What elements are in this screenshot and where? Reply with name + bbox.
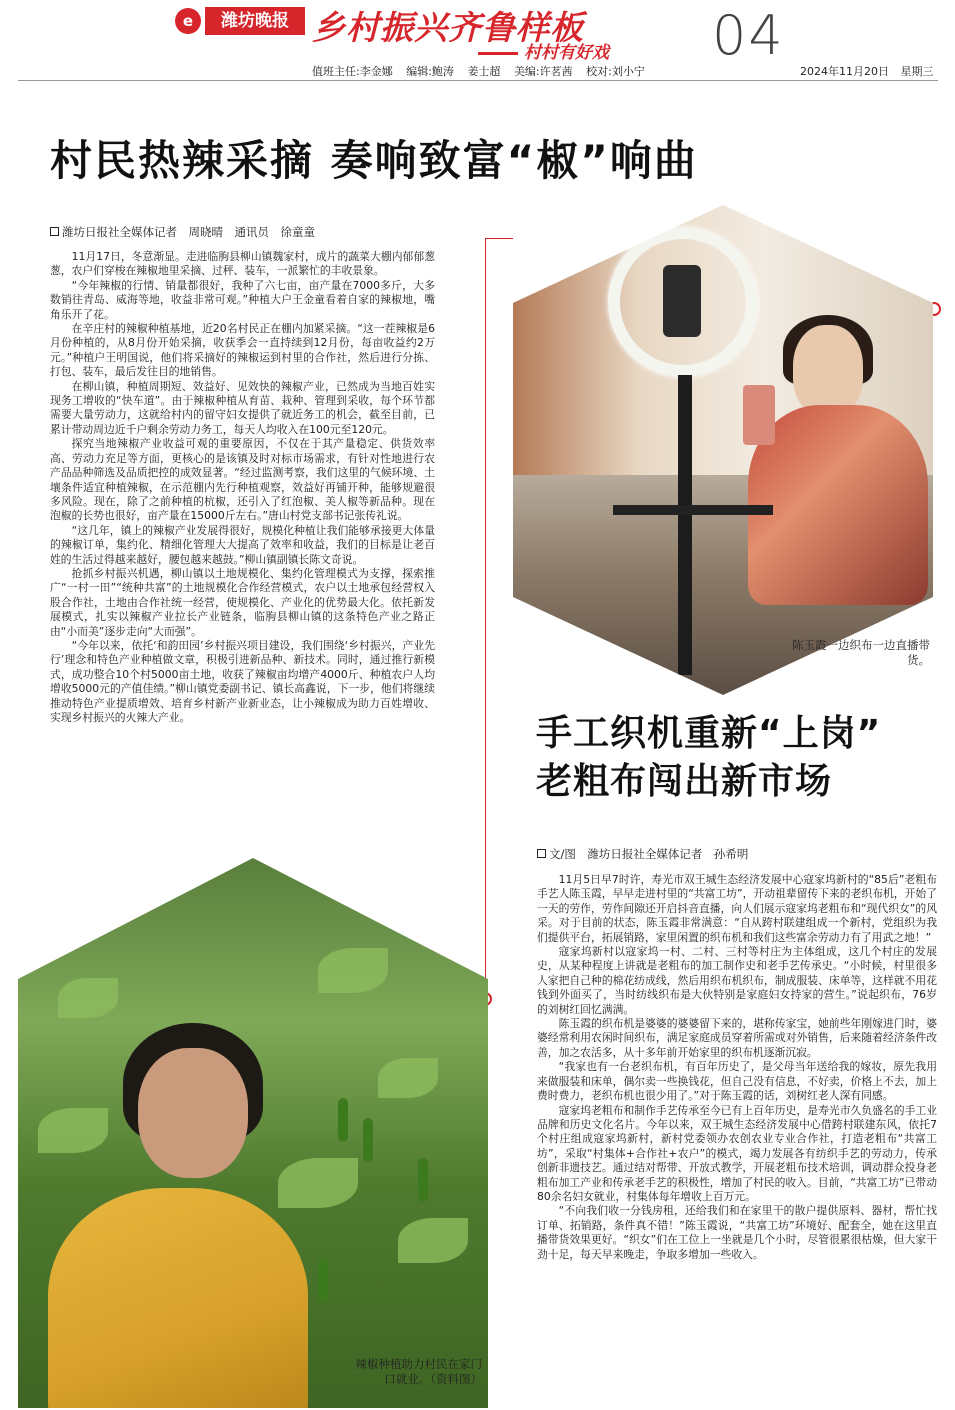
story1-body: [50, 250, 435, 725]
masthead: [0, 0, 955, 90]
dateline: [800, 63, 942, 79]
pepper-picking-photo: [18, 858, 488, 1408]
issue-weekday: 星期三: [900, 65, 934, 78]
editor-credit: 美编:许茗茜: [513, 65, 573, 78]
story2-paragraph: 寇家坞新村以寇家坞一村、二村、三村等村庄为主体组成，这几个村庄的发展史，从某种程度上讲就是老粗布的加工制作史和老手艺传承史。“小时候，村里很多人家把自己种的棉花纺成线，然后用织布机织布，制成服装、床单等，这样就不用花钱到外面买了，当时纺线织布是大伙特别是家庭妇女持家的营生。”说起织布，76岁的刘树红回忆满满。: [537, 945, 937, 1016]
story1-headline: 村民热辣采摘 奏响致富“椒”响曲: [50, 136, 698, 185]
story2-body: [537, 873, 937, 1262]
story1-paragraph: 在辛庄村的辣椒种植基地，近20名村民正在棚内加紧采摘。“这一茬辣椒是6月份种植的，从8月份开始采摘，收获季会一直持续到12月份，每亩收益约2万元。”种植户王明国说，他们将采摘好的辣椒运到村里的合作社，然后进行分拣、打包、装车，最后发往目的地销售。: [50, 322, 435, 379]
story1-photo-caption: 辣椒种植助力村民在家门口就业。（资料图）: [355, 1357, 482, 1386]
section-title: 乡村振兴齐鲁样板: [312, 8, 584, 47]
section-subtitle: 村村有好戏: [478, 38, 609, 63]
newspaper-name: 潍坊晚报: [205, 7, 305, 35]
story2-paragraph: 11月5日早7时许，寿光市双王城生态经济发展中心寇家坞新村的“85后”老粗布手艺人陈玉霞，早早走进村里的“共富工坊”，开动祖辈留传下来的老织布机，开始了一天的劳作，劳作间隙还开启抖音直播，向人们展示寇家坞老粗布和“现代织女”的风采。对于目前的状态，陈玉霞非常满意：“自从跨村联建组成一个新村，党组织为我们提供平台，拓展销路，家里闲置的织布机和我们这些富余劳动力有了用武之地！”: [537, 873, 937, 944]
page-number: 04: [712, 4, 785, 67]
issue-date: 2024年11月20日: [800, 65, 889, 78]
weaving-livestream-photo: [513, 205, 933, 695]
story2-photo-caption: 陈玉霞一边织布一边直播带货。: [792, 638, 930, 667]
editor-credit: 校对:刘小宁: [586, 65, 645, 78]
story1-paragraph: “今年以来，依托‘和韵田园’乡村振兴项目建设，我们围绕‘乡村振兴，产业先行’理念和特色产业种植做文章，积极引进新品种、新技术。同时，通过推行新模式，成功整合10个村5000亩土地，收获了辣椒亩均增产4000斤、种植农户人均增收5000元的产值佳绩。”柳山镇党委副书记、镇长高鑫说，下一步，他们将继续推动特色产业提质增效、培育乡村新产业新业态，让小辣椒成为助力百姓增收、实现乡村振兴的火辣大产业。: [50, 638, 435, 724]
story2-paragraph: “我家也有一台老织布机，有百年历史了，是父母当年送给我的嫁妆，原先我用来做服装和床单，偶尔卖一些换钱花，但自己没有信息，不好卖，价格上不去，加上费时费力，老织布机也很少用了。”对于陈玉霞的话，刘树红老人深有同感。: [537, 1060, 937, 1103]
editor-credit: 编辑:鲍涛: [406, 65, 454, 78]
story2-paragraph: 陈玉霞的织布机是婆婆的婆婆留下来的，堪称传家宝，她前些年刚嫁进门时，婆婆经常利用农闲时间织布，满足家庭成员穿着所需或对外销售，后来随着经济条件改善，加之农活多，从十多年前开始家里的织布机逐渐沉寂。: [537, 1017, 937, 1059]
story1-paragraph: 探究当地辣椒产业收益可观的重要原因，不仅在于其产量稳定、供货效率高、劳动力充足等方面，更核心的是该镇及时对标市场需求，有针对性地进行农产品品种筛选及品质把控的成效显著。“经过监测考察，我们这里的气候环境、土壤条件适宜种植辣椒，在示范棚内先行种植观察，效益好再铺开种，能够规避很多风险。现在，除了之前种植的杭椒，还引入了红泡椒、美人椒等新品种。现在泡椒的长势也很好，亩产量在15000斤左右。”唐山村党支部书记张传礼说。: [50, 437, 435, 523]
story2-headline-line2: 老粗布闯出新市场: [536, 761, 833, 802]
editor-credit: 值班主任:李金娜: [312, 65, 393, 78]
decorative-line: [485, 238, 486, 998]
story1-byline: 潍坊日报社全媒体记者 周晓晴 通讯员 徐童童: [50, 224, 315, 240]
phone-icon: [663, 265, 701, 337]
byline-box-icon: [50, 227, 59, 236]
story1-paragraph: “这几年，镇上的辣椒产业发展得很好，规模化种植让我们能够承接更大体量的辣椒订单，集约化、精细化管理大大提高了效率和收益，我们的目标是让老百姓的生活过得越来越好，腰包越来越鼓。”柳山镇副镇长陈文奇说。: [50, 523, 435, 566]
story2-paragraph: 寇家坞老粗布和制作手艺传承至今已有上百年历史，是寿光市久负盛名的手工业品牌和历史文化名片。今年以来，双王城生态经济发展中心借跨村联建东风，依托7个村庄组成寇家坞新村，新村党委领办农创农业专业合作社，打造老粗布“共富工坊”，采取“村集体+合作社+农户”的模式，竭力发展各有纺织手艺的劳动力，传承创新非遗技艺。通过结对帮带、开放式教学，开展老粗布技术培训，调动群众投身老粗布加工产业和传承老手艺的积极性，增加了村民的收入。目前，“共富工坊”已带动80余名妇女就业，村集体每年增收上百万元。: [537, 1103, 937, 1203]
story1-paragraph: 在柳山镇，种植周期短、效益好、见效快的辣椒产业，已然成为当地百姓实现务工增收的“快车道”。由于辣椒种植从育苗、栽种、管理到采收，每个环节都需要大量劳动力，这就给村内的留守妇女提供了就近务工的机会，截至目前，已累计带动周边近千户剩余劳动力务工，每天人均收入在100元至120元。: [50, 379, 435, 436]
newspaper-logo-icon: e: [175, 8, 201, 34]
masthead-rule: [18, 80, 938, 81]
story2-headline-line1: 手工织机重新“上岗”: [536, 713, 882, 754]
story1-paragraph: “今年辣椒的行情、销量都很好，我种了六七亩，亩产量在7000多斤，大多数销往青岛、威海等地，收益非常可观。”种植大户王金童看着自家的辣椒地，嘴角乐开了花。: [50, 278, 435, 321]
decorative-line: [485, 238, 513, 239]
editor-credit: 姜士超: [467, 65, 501, 78]
story2-paragraph: “不向我们收一分钱房租，还给我们和在家里干的散户提供原料、器材，帮忙找订单、拓销路，条件真不错！”陈玉霞说，“共富工坊”环境好、配套全，她在这里直播带货效果更好。“织女”们在工位上一坐就是几个小时，尽管很累很枯燥，但大家干劲十足，每天早来晚走，争取多增加一些收入。: [537, 1204, 937, 1261]
story2-headline: [536, 710, 881, 806]
story1-paragraph: 抢抓乡村振兴机遇，柳山镇以土地规模化、集约化管理模式为支撑，探索推广“一村一田”“统种共富”的土地规模化合作经营模式，农户以土地承包经营权入股合作社，土地由合作社统一经营，使规模化、产业化的优势最大化。依托新发展模式，扎实以辣椒产业拉长产业链条，临朐县柳山镇的这条特色产业之路正由“小而美”逐步走向“大而强”。: [50, 566, 435, 638]
byline-box-icon: [537, 849, 546, 858]
story1-paragraph: 11月17日，冬意渐显。走进临朐县柳山镇魏家村，成片的蔬菜大棚内郁郁葱葱，农户们穿梭在辣椒地里采摘、过秤、装车，一派繁忙的丰收景象。: [50, 250, 435, 278]
editor-credits: [312, 63, 655, 79]
story2-byline: 文/图 潍坊日报社全媒体记者 孙希明: [537, 846, 748, 862]
